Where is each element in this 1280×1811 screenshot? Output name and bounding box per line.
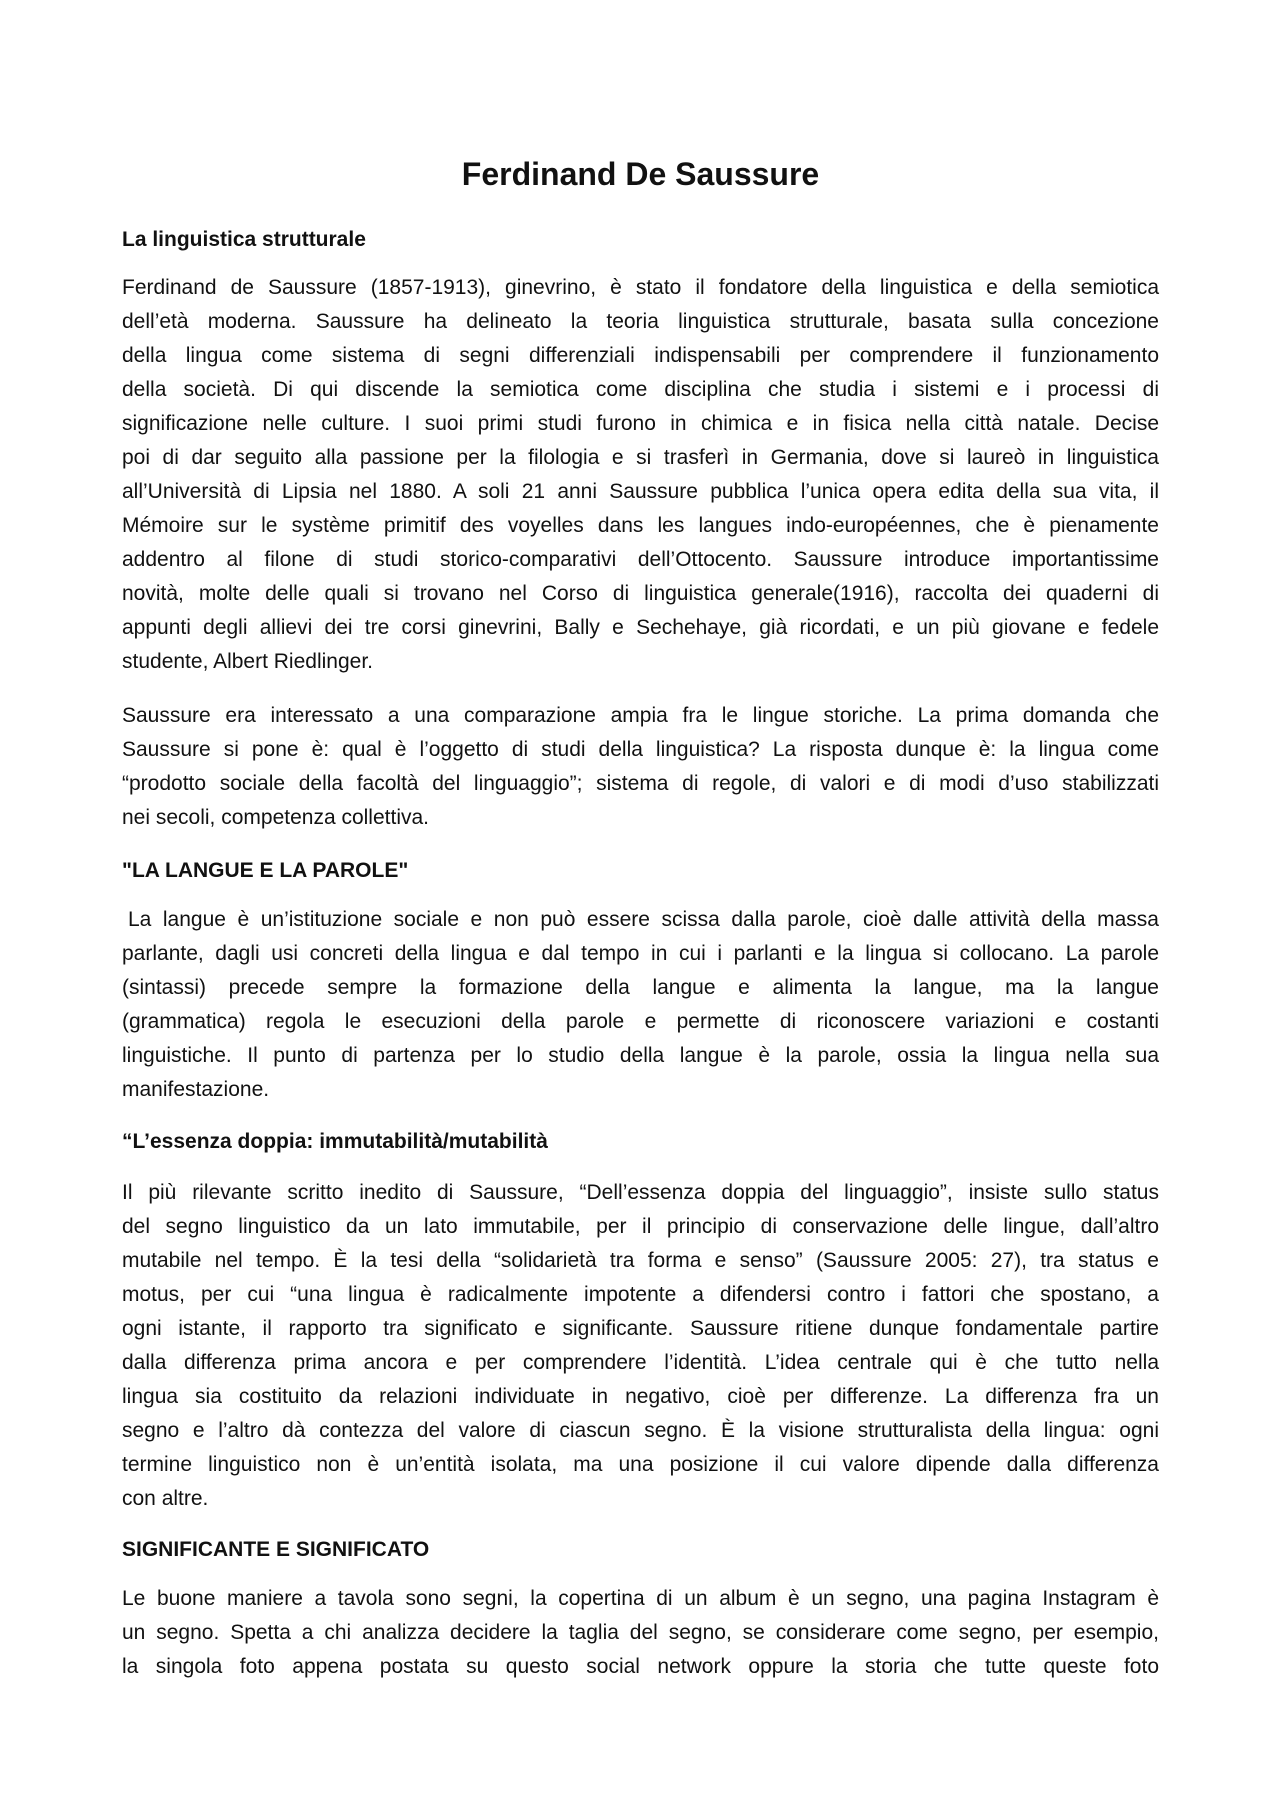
text-line: La langue è un’istituzione sociale e non può essere scissa dalla parole, cioè dalle attività della massa [128,908,1159,931]
text-line: (sintassi) precede sempre la formazione della langue e alimenta la langue, ma la langue [122,976,1159,999]
text-line: dalla differenza prima ancora e per comprendere l’identità. L’idea centrale qui è che tutto nella [122,1351,1159,1374]
text-line: lingua sia costituito da relazioni individuate in negativo, cioè per differenze. La differenza fra un [122,1385,1159,1408]
text-line: Saussure si pone è: qual è l’oggetto di studi della linguistica? La risposta dunque è: la lingua come [122,738,1159,761]
text-line: dell’età moderna. Saussure ha delineato la teoria linguistica strutturale, basata sulla concezione [122,310,1159,333]
text-line: all’Università di Lipsia nel 1880. A soli 21 anni Saussure pubblica l’unica opera edita della sua vita, il [122,480,1159,503]
text-line: Ferdinand de Saussure (1857-1913), ginevrino, è stato il fondatore della linguistica e della semiotica [122,276,1159,299]
text-line: ogni istante, il rapporto tra significato e significante. Saussure ritiene dunque fondamentale partire [122,1317,1159,1340]
text-line: termine linguistico non è un’entità isolata, ma una posizione il cui valore dipende dalla differenza [122,1453,1159,1476]
paragraph-saussure-intro [122,271,1159,679]
text-line: Mémoire sur le système primitif des voyelles dans les langues indo-européennes, che è pienamente [122,514,1159,537]
text-line: nei secoli, competenza collettiva. [122,806,429,829]
text-line: parlante, dagli usi concreti della lingua e dal tempo in cui i parlanti e la lingua si collocano. La parole [122,942,1159,965]
text-line: della società. Di qui discende la semiotica come disciplina che studia i sistemi e i processi di [122,378,1159,401]
text-line: manifestazione. [122,1078,270,1101]
section-heading-essenza-doppia: “L’essenza doppia: immutabilità/mutabilità [122,1130,548,1153]
section-heading-langue-parole: "LA LANGUE E LA PAROLE" [122,859,409,882]
section-heading-significante-significato: SIGNIFICANTE E SIGNIFICATO [122,1538,430,1561]
text-line: mutabile nel tempo. È la tesi della “solidarietà tra forma e senso” (Saussure 2005: 27), tra status e [122,1249,1159,1272]
text-line: del segno linguistico da un lato immutabile, per il principio di conservazione delle lingue, dall’altro [122,1215,1159,1238]
paragraph-langue-parole [122,903,1159,1107]
paragraph-segni [122,1582,1159,1684]
text-line: segno e l’altro dà contezza del valore di ciascun segno. È la visione strutturalista della lingua: ogni [122,1419,1159,1442]
section-heading-linguistica-strutturale: La linguistica strutturale [122,228,366,251]
paragraph-essenza-doppia [122,1176,1159,1516]
text-line: un segno. Spetta a chi analizza decidere la taglia del segno, se considerare come segno, per esempio, [122,1621,1159,1644]
text-line: appunti degli allievi dei tre corsi ginevrini, Bally e Sechehaye, già ricordati, e un più giovane e fedele [122,616,1159,639]
text-line: con altre. [122,1487,209,1510]
text-line: la singola foto appena postata su questo social network oppure la storia che tutte queste foto [122,1655,1159,1678]
text-line: addentro al filone di studi storico-comparativi dell’Ottocento. Saussure introduce importantissime [122,548,1159,571]
text-line: significazione nelle culture. I suoi primi studi furono in chimica e in fisica nella città natale. Decise [122,412,1159,435]
text-line: Il più rilevante scritto inedito di Saussure, “Dell’essenza doppia del linguaggio”, insiste sullo status [122,1181,1159,1204]
text-line: poi di dar seguito alla passione per la filologia e si trasferì in Germania, dove si laureò in linguistica [122,446,1159,469]
paragraph-oggetto-linguistica [122,699,1159,835]
text-line: della lingua come sistema di segni differenziali indispensabili per comprendere il funzionamento [122,344,1159,367]
text-line: motus, per cui “una lingua è radicalmente impotente a difendersi contro i fattori che spostano, a [122,1283,1159,1306]
text-line: Saussure era interessato a una comparazione ampia fra le lingue storiche. La prima domanda che [122,704,1159,727]
text-line: “prodotto sociale della facoltà del linguaggio”; sistema di regole, di valori e di modi d’uso stabilizzati [122,772,1159,795]
document-title: Ferdinand De Saussure [461,156,820,192]
text-line: novità, molte delle quali si trovano nel Corso di linguistica generale(1916), raccolta dei quaderni di [122,582,1159,605]
text-line: (grammatica) regola le esecuzioni della parole e permette di riconoscere variazioni e costanti [122,1010,1159,1033]
text-line: Le buone maniere a tavola sono segni, la copertina di un album è un segno, una pagina Instagram è [122,1587,1159,1610]
text-line: linguistiche. Il punto di partenza per lo studio della langue è la parole, ossia la lingua nella sua [122,1044,1159,1067]
text-line: studente, Albert Riedlinger. [122,650,373,673]
